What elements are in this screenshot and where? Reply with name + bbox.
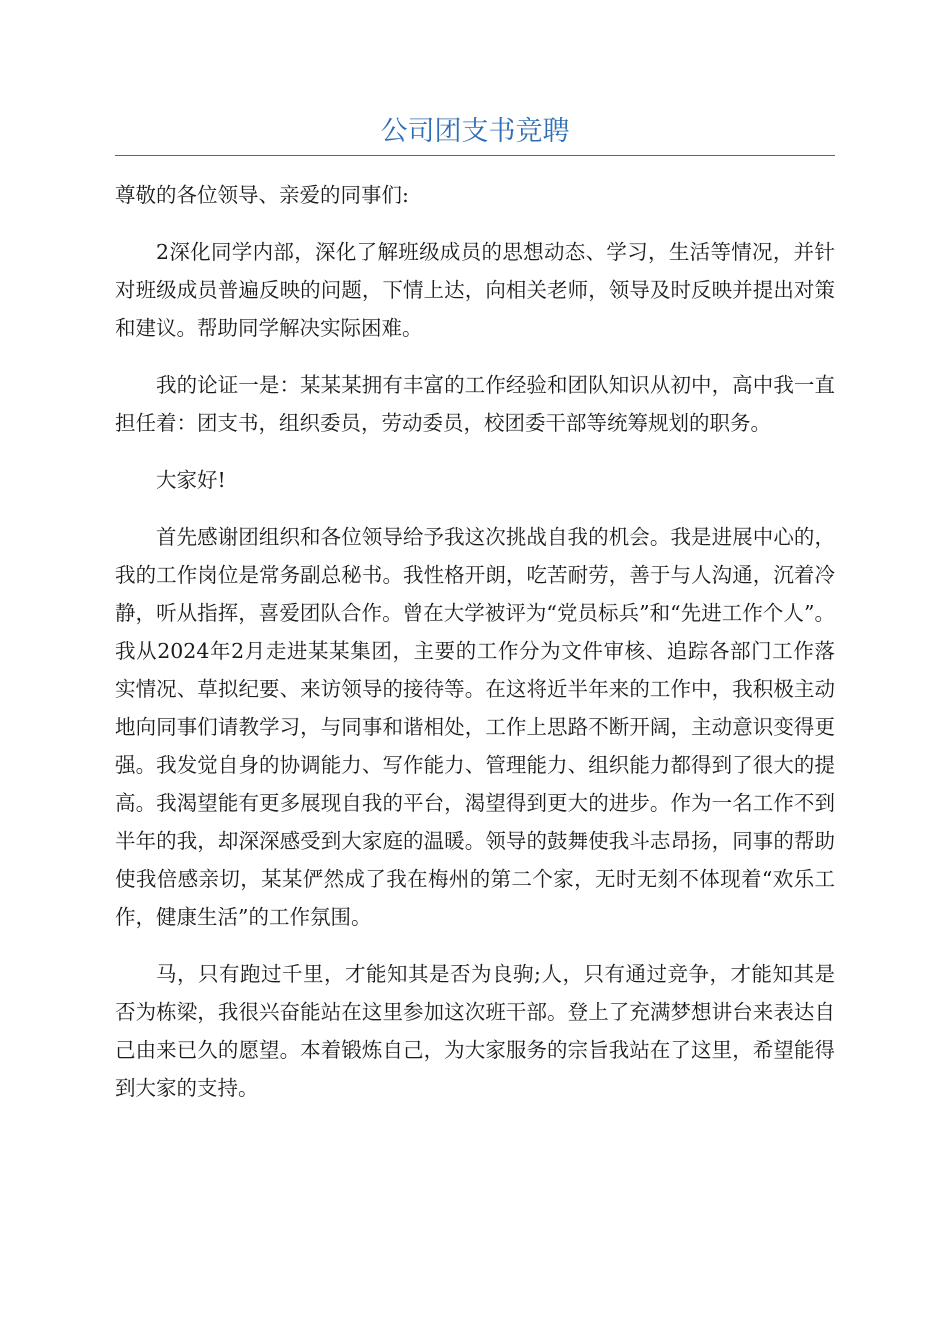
salutation: 尊敬的各位领导、亲爱的同事们: [115, 183, 409, 207]
paragraph-3: 大家好! [156, 468, 226, 492]
document-title: 公司团支书竞聘 [380, 116, 570, 147]
paragraph-2: 我的论证一是：某某某拥有丰富的工作经验和团队知识从初中，高中我一直担任着：团支书，组织委员，劳动委员，校团委干部等统筹规划的职务。 [115, 373, 835, 435]
title-underline-rule [115, 155, 835, 156]
paragraph-5: 马，只有跑过千里，才能知其是否为良驹;人，只有通过竞争，才能知其是否为栋梁，我很兴奋能站在这里参加这次班干部。登上了充满梦想讲台来表达自己由来已久的愿望。本着锻炼自己，为大家服务的宗旨我站在了这里，希望能得到大家的支持。 [115, 962, 835, 1100]
paragraph-1: 2深化同学内部，深化了解班级成员的思想动态、学习，生活等情况，并针对班级成员普遍反映的问题，下情上达，向相关老师，领导及时反映并提出对策和建议。帮助同学解决实际困难。 [115, 240, 835, 340]
paragraph-4: 首先感谢团组织和各位领导给予我这次挑战自我的机会。我是进展中心的，我的工作岗位是常务副总秘书。我性格开朗，吃苦耐劳，善于与人沟通，沉着冷静，听从指挥，喜爱团队合作。曾在大学被评为“党员标兵”和“先进工作个人”。我从2024年2月走进某某集团，主要的工作分为文件审核、追踪各部门工作落实情况、草拟纪要、来访领导的接待等。在这将近半年来的工作中，我积极主动地向同事们请教学习，与同事和谐相处，工作上思路不断开阔，主动意识变得更强。我发觉自身的协调能力、写作能力、管理能力、组织能力都得到了很大的提高。我渴望能有更多展现自我的平台，渴望得到更大的进步。作为一名工作不到半年的我，却深深感受到大家庭的温暖。领导的鼓舞使我斗志昂扬，同事的帮助使我倍感亲切，某某俨然成了我在梅州的第二个家，无时无刻不体现着“欢乐工作，健康生活”的工作氛围。 [115, 525, 835, 929]
document-body [115, 176, 835, 1126]
